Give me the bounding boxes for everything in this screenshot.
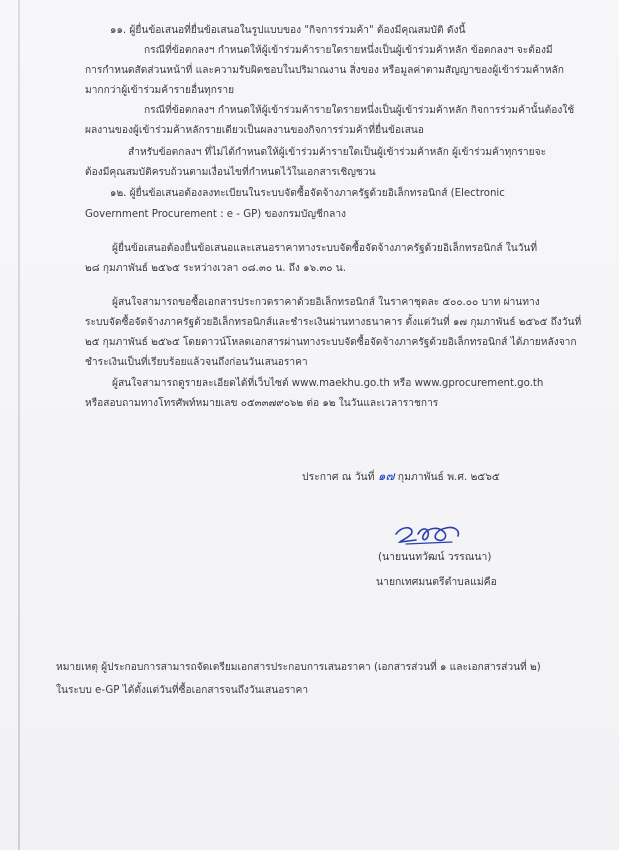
announce-day: ๑๗ — [377, 469, 395, 483]
submission-line-1: ผู้ยื่นข้อเสนอต้องยื่นข้อเสนอและเสนอราคาทางระบบจัดซื้อจัดจ้างภาครัฐด้วยอิเล็กทรอนิกส์ ในวันที่ — [112, 243, 538, 254]
clause-11-para-3-line-2: ต้องมีคุณสมบัติครบถ้วนตามเงื่อนไขที่กำหนดไว้ในเอกสารเชิญชวน — [85, 167, 376, 178]
clause-11-para-3-line-1: สำหรับข้อตกลงฯ ที่ไม่ได้กำหนดให้ผู้เข้าร่วมค้ารายใดเป็นผู้เข้าร่วมค้าหลัก ผู้เข้าร่วมค้าทุกรายจะ — [128, 147, 547, 158]
contact-line-2: หรือสอบถามทางโทรศัพท์หมายเลข ๐๕๓๓๗๙๐๖๒ ต่อ ๑๒ ในวันและเวลาราชการ — [85, 398, 439, 409]
signature-svg — [392, 518, 464, 548]
note-line-1: หมายเหตุ ผู้ประกอบการสามารถจัดเตรียมเอกสารประกอบการเสนอราคา (เอกสารส่วนที่ ๑ และเอกสารส่วนที่ ๒) — [56, 662, 541, 673]
clause-12-line-2: Government Procurement : e - GP) ของกรมบัญชีกลาง — [85, 209, 347, 220]
clause-11-heading: ๑๑. ผู้ยื่นข้อเสนอที่ยื่นข้อเสนอในรูปแบบของ "กิจการร่วมค้า" ต้องมีคุณสมบัติ ดังนี้ — [110, 25, 466, 36]
clause-11-para-2-line-1: กรณีที่ข้อตกลงฯ กำหนดให้ผู้เข้าร่วมค้ารายใดรายหนึ่งเป็นผู้เข้าร่วมค้าหลัก กิจการร่วมค้านั้นต้องใช้ — [144, 105, 575, 116]
purchase-line-4: ชำระเงินเป็นที่เรียบร้อยแล้วจนถึงก่อนวันเสนอราคา — [85, 357, 308, 368]
note-line-2: ในระบบ e-GP ได้ตั้งแต่วันที่ซื้อเอกสารจนถึงวันเสนอราคา — [56, 685, 309, 696]
clause-12-line-1: ๑๒. ผู้ยื่นข้อเสนอต้องลงทะเบียนในระบบจัดซื้อจัดจ้างภาครัฐด้วยอิเล็กทรอนิกส์ (Electronic — [110, 188, 505, 199]
announce-suffix: กุมภาพันธ์ พ.ศ. ๒๕๖๕ — [397, 471, 500, 483]
submission-line-2: ๒๘ กุมภาพันธ์ ๒๕๖๕ ระหว่างเวลา ๐๘.๓๐ น. ถึง ๑๖.๓๐ น. — [85, 263, 346, 274]
clause-11-para-1-line-2: การกำหนดสัดส่วนหน้าที่ และความรับผิดชอบในปริมาณงาน สิ่งของ หรือมูลค่าตามสัญญาของผู้เข้าร่วมค้าหลัก — [85, 65, 564, 76]
contact-line-1: ผู้สนใจสามารถดูรายละเอียดได้ที่เว็บไซต์ www.maekhu.go.th หรือ www.gprocurement.go.th — [112, 378, 544, 389]
clause-11-para-2-line-2: ผลงานของผู้เข้าร่วมค้าหลักรายเดียวเป็นผลงานของกิจการร่วมค้าที่ยื่นข้อเสนอ — [85, 125, 424, 136]
clause-11-para-1-line-3: มากกว่าผู้เข้าร่วมค้ารายอื่นทุกราย — [85, 85, 235, 96]
clause-11-para-1-line-1: กรณีที่ข้อตกลงฯ กำหนดให้ผู้เข้าร่วมค้ารายใดรายหนึ่งเป็นผู้เข้าร่วมค้าหลัก ข้อตกลงฯ จะต้องมี — [144, 45, 553, 56]
purchase-line-3: ๒๕ กุมภาพันธ์ ๒๕๖๕ โดยดาวน์โหลดเอกสารผ่านทางระบบจัดซื้อจัดจ้างภาครัฐด้วยอิเล็กทรอนิกส์ ได้ภายหลังจาก — [85, 337, 577, 348]
signer-position: นายกเทศมนตรีตำบลแม่คือ — [376, 576, 497, 588]
purchase-line-2: ระบบจัดซื้อจัดจ้างภาครัฐด้วยอิเล็กทรอนิกส์และชำระเงินผ่านทางธนาคาร ตั้งแต่วันที่ ๑๗ กุมภาพันธ์ ๒๕๖๕ ถึงวันที่ — [85, 317, 582, 328]
purchase-line-1: ผู้สนใจสามารถขอซื้อเอกสารประกวดราคาด้วยอิเล็กทรอนิกส์ ในราคาชุดละ ๕๐๐.๐๐ บาท ผ่านทาง — [112, 297, 540, 308]
announcement-date — [302, 470, 500, 484]
signer-name: (นายนนทวัฒน์ วรรณนา) — [378, 551, 492, 563]
page-edge — [18, 0, 20, 850]
signature-mark — [392, 518, 464, 548]
announce-prefix: ประกาศ ณ วันที่ — [302, 471, 375, 483]
